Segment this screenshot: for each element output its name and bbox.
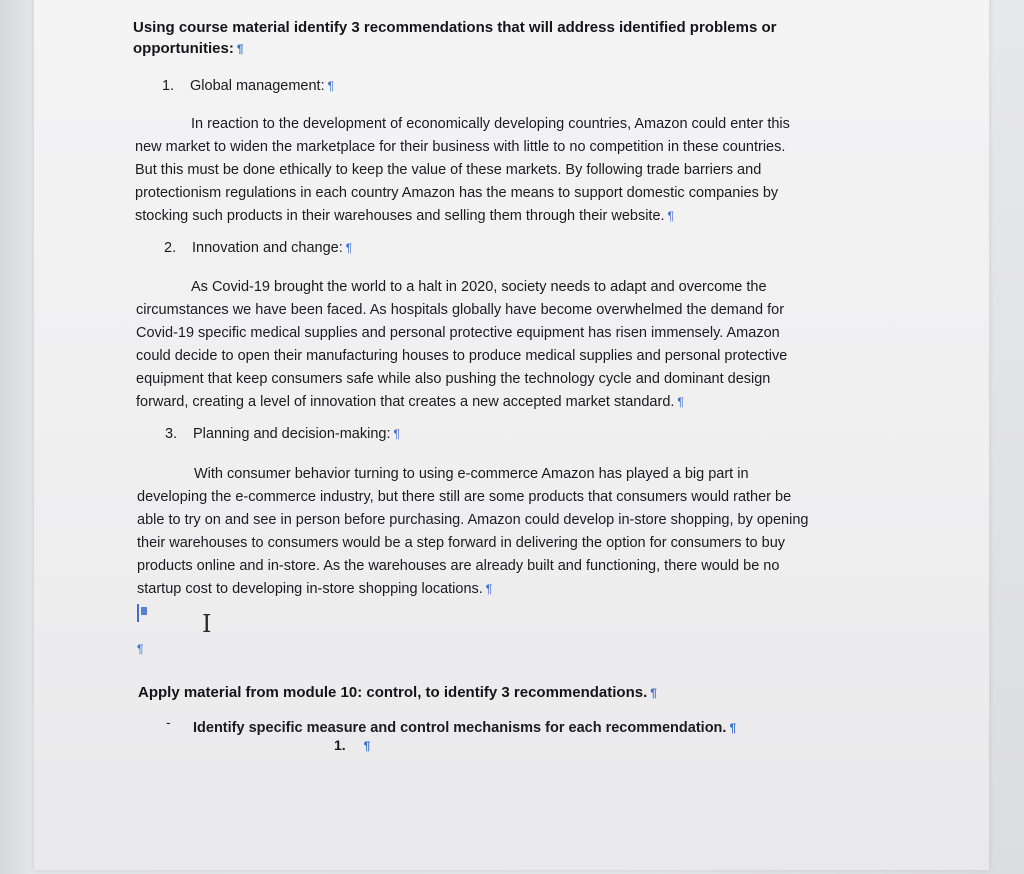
pilcrow-mark: ¶: [729, 721, 737, 735]
heading-line-1: Using course material identify 3 recommendations that will address identified problems or: [133, 19, 777, 36]
pilcrow-mark: ¶: [345, 241, 353, 255]
pilcrow-mark: ¶: [236, 42, 244, 56]
paragraph-global-management[interactable]: [135, 113, 790, 228]
item-title: Planning and decision-making:: [193, 426, 391, 442]
heading-line-2: opportunities:: [133, 40, 234, 57]
text-line: able to try on and see in person before purchasing. Amazon could develop in-store shopping, by opening: [137, 512, 809, 528]
sub-bullet-text: Identify specific measure and control mechanisms for each recommendation.: [193, 720, 727, 736]
pilcrow-mark: ¶: [393, 427, 400, 441]
text-line: equipment that keep consumers safe while also pushing the technology cycle and dominant design: [136, 371, 771, 387]
paragraph-planning-decision[interactable]: [137, 463, 808, 601]
pilcrow-mark: ¶: [363, 739, 371, 753]
text-line: their warehouses to consumers would be a step forward in delivering the option for consumers to buy: [137, 535, 786, 551]
apply-heading[interactable]: [138, 682, 657, 704]
text-line: startup cost to developing in-store shopping locations.: [137, 581, 483, 597]
list-item-3-title[interactable]: [165, 424, 400, 444]
list-number: 1.: [162, 78, 175, 94]
sub-bullet-item[interactable]: [193, 720, 736, 736]
text-cursor-icon: I: [202, 610, 212, 638]
text-line: But this must be done ethically to keep the value of these markets. By following trade barriers and: [135, 162, 762, 178]
pilcrow-mark: ¶: [327, 79, 335, 93]
text-line: protectionism regulations in each country Amazon has the means to support domestic companies by: [135, 185, 779, 201]
item-title: Innovation and change:: [192, 240, 343, 256]
list-number: 2.: [164, 240, 177, 256]
pilcrow-mark: ¶: [667, 209, 674, 223]
paragraph-innovation-change[interactable]: [136, 276, 787, 414]
text-line: could decide to open their manufacturing houses to produce medical supplies and personal protective: [136, 348, 788, 364]
text-line: Covid-19 specific medical supplies and personal protective equipment has risen immensely. Amazon: [136, 325, 780, 341]
apply-heading-text: Apply material from module 10: control, to identify 3 recommendations.: [138, 684, 648, 701]
item-title: Global management:: [190, 78, 325, 94]
list-item-2-title[interactable]: [164, 238, 352, 258]
text-line: circumstances we have been faced. As hospitals globally have become overwhelmed the demand for: [136, 302, 785, 318]
page-heading[interactable]: [133, 17, 776, 60]
list-number: 3.: [165, 426, 178, 442]
right-gutter: [989, 0, 1024, 874]
text-line: new market to widen the marketplace for their business with little to no competition in these countries.: [135, 139, 786, 155]
sub-number: 1.: [334, 737, 346, 753]
paragraph-marker-icon: [137, 604, 149, 622]
list-item-1-title[interactable]: [162, 76, 334, 96]
pilcrow-mark: ¶: [650, 686, 657, 700]
text-line: products online and in-store. As the warehouses are already built and functioning, there would be no: [137, 558, 780, 574]
pilcrow-mark: ¶: [485, 582, 493, 596]
dash-bullet: -: [166, 714, 171, 730]
text-line: In reaction to the development of economically developing countries, Amazon could enter this: [191, 116, 790, 132]
sub-numbered-item[interactable]: [334, 737, 370, 753]
empty-paragraph-pilcrow: ¶: [137, 642, 144, 656]
pilcrow-mark: ¶: [677, 395, 684, 409]
text-line: With consumer behavior turning to using e-commerce Amazon has played a big part in: [194, 466, 749, 482]
text-line: developing the e-commerce industry, but there still are some products that consumers would rather be: [137, 489, 792, 505]
text-line: forward, creating a level of innovation that creates a new accepted market standard.: [136, 394, 675, 410]
text-line: stocking such products in their warehouses and selling them through their website.: [135, 208, 665, 224]
text-line: As Covid-19 brought the world to a halt in 2020, society needs to adapt and overcome the: [191, 279, 767, 295]
